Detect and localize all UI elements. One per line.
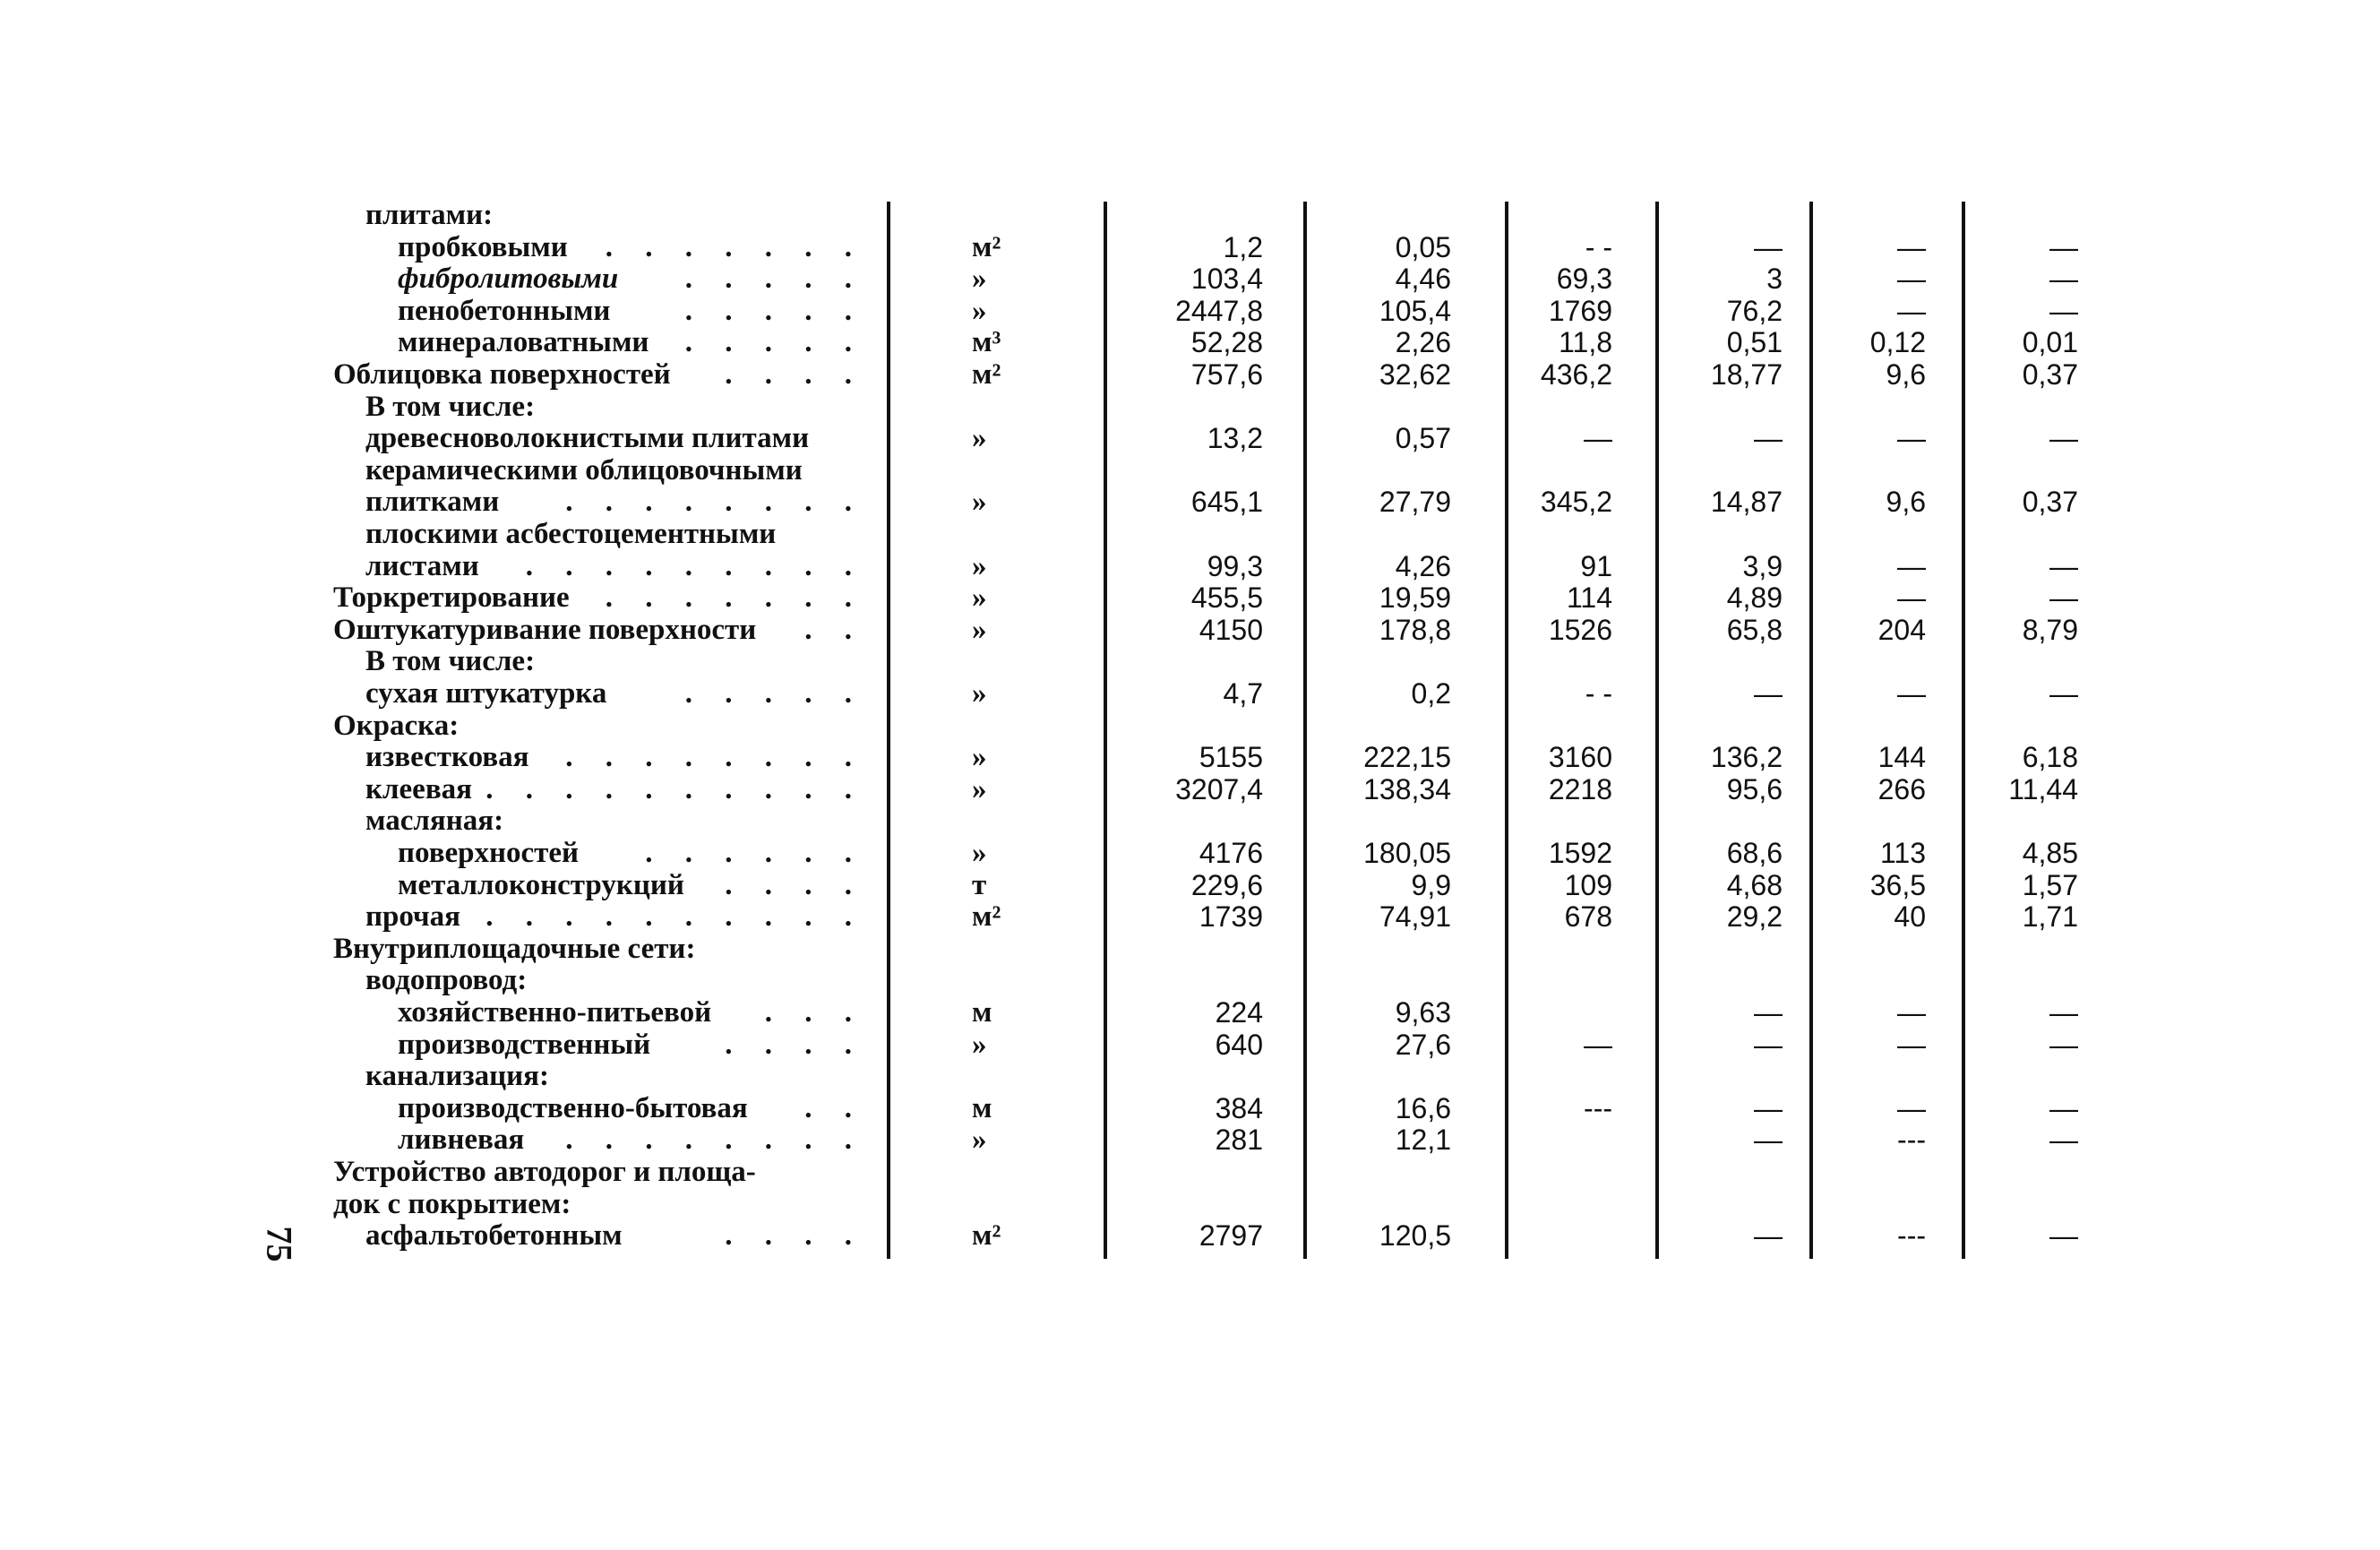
table-row xyxy=(0,741,2380,773)
row-label: прочая xyxy=(365,900,460,934)
row-label: плитами: xyxy=(365,199,494,231)
row-label: хозяйственно-питьевой xyxy=(398,996,712,1029)
value-cell-col-5: 9,6 xyxy=(1886,486,1926,519)
value-cell-col-2: 138,34 xyxy=(1363,772,1451,805)
unit-cell: м² xyxy=(972,358,1001,391)
value-cell-col-1: 99,3 xyxy=(1207,549,1263,582)
value-cell-col-6: 11,44 xyxy=(2008,772,2078,805)
leader-dots: . . . . . xyxy=(684,677,864,710)
leader-dots: . . . . . xyxy=(684,263,864,296)
value-cell-col-4: — xyxy=(1754,1124,1783,1157)
unit-cell: » xyxy=(972,581,987,615)
value-cell-col-3: 91 xyxy=(1580,549,1612,582)
value-cell-col-4: — xyxy=(1754,1028,1783,1061)
value-cell-col-4: 18,77 xyxy=(1710,358,1783,391)
value-cell-col-1: 455,5 xyxy=(1190,581,1263,615)
unit-cell: » xyxy=(972,263,987,296)
table-row xyxy=(0,422,2380,454)
table-row xyxy=(0,454,2380,487)
value-cell-col-6: 4,85 xyxy=(2022,837,2078,869)
value-cell-col-2: 180,05 xyxy=(1363,837,1451,869)
value-cell-col-6: 8,79 xyxy=(2022,613,2078,646)
leader-dots: . . . . . . . . xyxy=(565,486,864,519)
value-cell-col-6: 0,37 xyxy=(2022,486,2078,519)
value-cell-col-1: 281 xyxy=(1215,1124,1263,1157)
unit-cell: м xyxy=(972,1091,992,1124)
value-cell-col-2: 4,26 xyxy=(1395,549,1451,582)
leader-dots: . . . . . . . . . xyxy=(525,549,864,582)
leader-dots: . . . xyxy=(764,996,864,1029)
value-cell-col-1: 757,6 xyxy=(1190,358,1263,391)
value-cell-col-3: 109 xyxy=(1564,868,1612,901)
value-cell-col-2: 120,5 xyxy=(1379,1219,1451,1253)
value-cell-col-5: 0,12 xyxy=(1869,326,1926,359)
value-cell-col-4: 4,68 xyxy=(1726,868,1783,901)
row-label: Облицовка поверхностей xyxy=(333,358,671,391)
value-cell-col-5: — xyxy=(1897,294,1926,327)
row-label: канализация: xyxy=(365,1060,549,1093)
leader-dots: . . . . . xyxy=(684,294,864,327)
value-cell-col-3: 345,2 xyxy=(1540,486,1612,519)
row-label: асфальтобетонным xyxy=(365,1219,623,1253)
leader-dots: . . xyxy=(804,613,864,646)
value-cell-col-1: 224 xyxy=(1215,996,1263,1029)
value-cell-col-2: 0,57 xyxy=(1395,422,1451,455)
value-cell-col-2: 74,91 xyxy=(1379,900,1451,934)
table-row xyxy=(0,358,2380,391)
value-cell-col-4: 3 xyxy=(1766,263,1783,296)
table-row xyxy=(0,199,2380,231)
unit-cell: » xyxy=(972,677,987,710)
table-row xyxy=(0,295,2380,327)
row-label: сухая штукатурка xyxy=(365,677,607,710)
value-cell-col-5: 40 xyxy=(1894,900,1926,934)
row-label: производственно-бытовая xyxy=(398,1091,748,1124)
unit-cell: » xyxy=(972,772,987,805)
value-cell-col-4: 0,51 xyxy=(1726,326,1783,359)
value-cell-col-3: - - xyxy=(1585,230,1612,263)
row-label: известковая xyxy=(365,741,529,774)
value-cell-col-5: — xyxy=(1897,263,1926,296)
value-cell-col-1: 640 xyxy=(1215,1028,1263,1061)
value-cell-col-1: 103,4 xyxy=(1190,263,1263,296)
row-label: листами xyxy=(365,549,479,582)
value-cell-col-6: 1,57 xyxy=(2022,868,2078,901)
value-cell-col-6: — xyxy=(2049,677,2078,710)
leader-dots: . . . . . . . . xyxy=(565,1124,864,1157)
row-label: В том числе: xyxy=(365,645,536,678)
value-cell-col-5: — xyxy=(1897,549,1926,582)
value-cell-col-6: 6,18 xyxy=(2022,741,2078,774)
value-cell-col-3: 2218 xyxy=(1548,772,1612,805)
value-cell-col-4: — xyxy=(1754,1091,1783,1124)
value-cell-col-2: 4,46 xyxy=(1395,263,1451,296)
value-cell-col-5: 266 xyxy=(1877,772,1926,805)
table-row xyxy=(0,263,2380,295)
unit-cell: » xyxy=(972,422,987,455)
value-cell-col-5: — xyxy=(1897,1091,1926,1124)
row-label: металлоконструкций xyxy=(398,868,684,901)
table-row xyxy=(0,837,2380,869)
value-cell-col-4: 136,2 xyxy=(1710,741,1783,774)
table-row xyxy=(0,900,2380,933)
row-label: водопровод: xyxy=(365,964,528,997)
value-cell-col-2: 2,26 xyxy=(1395,326,1451,359)
value-cell-col-6: — xyxy=(2049,294,2078,327)
row-label: Внутриплощадочные сети: xyxy=(333,932,696,965)
row-label: плоскими асбестоцементными xyxy=(365,518,777,550)
value-cell-col-6: — xyxy=(2049,422,2078,455)
row-label: пенобетонными xyxy=(398,294,611,327)
unit-cell: » xyxy=(972,837,987,869)
leader-dots: . . . . . . . . . . xyxy=(485,900,864,934)
value-cell-col-4: 29,2 xyxy=(1726,900,1783,934)
value-cell-col-1: 384 xyxy=(1215,1091,1263,1124)
value-cell-col-3: 3160 xyxy=(1548,741,1612,774)
leader-dots: . . . . xyxy=(725,1219,864,1253)
value-cell-col-2: 32,62 xyxy=(1379,358,1451,391)
value-cell-col-2: 12,1 xyxy=(1395,1124,1451,1157)
value-cell-col-2: 178,8 xyxy=(1379,613,1451,646)
table-row xyxy=(0,1156,2380,1188)
table-row xyxy=(0,581,2380,614)
value-cell-col-5: — xyxy=(1897,1028,1926,1061)
leader-dots: . . . . . . . xyxy=(605,230,864,263)
row-label: древесноволокнистыми плитами xyxy=(365,422,810,455)
unit-cell: м² xyxy=(972,230,1001,263)
value-cell-col-3: 11,8 xyxy=(1559,326,1612,359)
value-cell-col-5: — xyxy=(1897,996,1926,1029)
value-cell-col-6: — xyxy=(2049,1124,2078,1157)
value-cell-col-6: — xyxy=(2049,1028,2078,1061)
table-row xyxy=(0,869,2380,901)
leader-dots: . . . . . . . xyxy=(605,581,864,615)
value-cell-col-4: — xyxy=(1754,1219,1783,1253)
value-cell-col-4: 68,6 xyxy=(1726,837,1783,869)
value-cell-col-5: --- xyxy=(1897,1124,1926,1157)
value-cell-col-2: 9,9 xyxy=(1411,868,1451,901)
table-row xyxy=(0,550,2380,582)
value-cell-col-3: 1526 xyxy=(1548,613,1612,646)
table-row xyxy=(0,518,2380,550)
unit-cell: » xyxy=(972,486,987,519)
row-label: клеевая xyxy=(365,772,472,805)
value-cell-col-3: 69,3 xyxy=(1556,263,1612,296)
row-label: Торкретирование xyxy=(333,581,570,615)
row-label: ливневая xyxy=(398,1124,525,1157)
value-cell-col-1: 4,7 xyxy=(1223,677,1263,710)
value-cell-col-2: 27,79 xyxy=(1379,486,1451,519)
value-cell-col-5: 113 xyxy=(1879,837,1926,869)
value-cell-col-6: — xyxy=(2049,263,2078,296)
table-row xyxy=(0,1029,2380,1061)
page-number: 75 xyxy=(259,1226,300,1262)
row-label: пробковыми xyxy=(398,230,568,263)
value-cell-col-2: 0,05 xyxy=(1395,230,1451,263)
value-cell-col-1: 3207,4 xyxy=(1175,772,1263,805)
value-cell-col-4: — xyxy=(1754,230,1783,263)
row-label: Устройство автодорог и площа- xyxy=(333,1156,756,1188)
leader-dots: . . . . . . . . xyxy=(565,741,864,774)
table-row xyxy=(0,645,2380,677)
value-cell-col-4: 14,87 xyxy=(1710,486,1783,519)
value-cell-col-5: — xyxy=(1897,581,1926,615)
unit-cell: т xyxy=(972,868,987,901)
value-cell-col-6: — xyxy=(2049,230,2078,263)
value-cell-col-3: --- xyxy=(1584,1091,1612,1124)
value-cell-col-3: 114 xyxy=(1566,581,1612,615)
value-cell-col-6: — xyxy=(2049,581,2078,615)
value-cell-col-4: 4,89 xyxy=(1726,581,1783,615)
row-label: керамическими облицовочными xyxy=(365,453,803,487)
table-row xyxy=(0,677,2380,710)
value-cell-col-2: 27,6 xyxy=(1395,1028,1451,1061)
unit-cell: » xyxy=(972,549,987,582)
row-label: плитками xyxy=(365,486,500,519)
value-cell-col-6: — xyxy=(2049,996,2078,1029)
row-label: производственный xyxy=(398,1028,651,1061)
unit-cell: м² xyxy=(972,1219,1001,1253)
value-cell-col-3: 678 xyxy=(1564,900,1612,934)
value-cell-col-1: 4176 xyxy=(1199,837,1263,869)
leader-dots: . . . . xyxy=(725,358,864,391)
table-row xyxy=(0,231,2380,263)
value-cell-col-2: 222,15 xyxy=(1363,741,1451,774)
table-row xyxy=(0,710,2380,742)
value-cell-col-3: 436,2 xyxy=(1540,358,1612,391)
value-cell-col-6: — xyxy=(2049,549,2078,582)
unit-cell: » xyxy=(972,1028,987,1061)
value-cell-col-3: — xyxy=(1584,422,1612,455)
unit-cell: » xyxy=(972,741,987,774)
value-cell-col-5: --- xyxy=(1897,1219,1926,1253)
table-row xyxy=(0,964,2380,996)
value-cell-col-5: 9,6 xyxy=(1886,358,1926,391)
value-cell-col-2: 16,6 xyxy=(1395,1091,1451,1124)
value-cell-col-6: — xyxy=(2049,1091,2078,1124)
value-cell-col-5: 204 xyxy=(1877,613,1926,646)
leader-dots: . . xyxy=(804,1091,864,1124)
table-row xyxy=(0,486,2380,518)
value-cell-col-4: 95,6 xyxy=(1726,772,1783,805)
value-cell-col-1: 4150 xyxy=(1199,613,1263,646)
row-label: масляная: xyxy=(365,805,504,838)
leader-dots: . . . . . . . . . . xyxy=(485,772,864,805)
row-label: В том числе: xyxy=(365,390,536,423)
value-cell-col-5: — xyxy=(1897,677,1926,710)
table-row xyxy=(0,326,2380,358)
table-row xyxy=(0,773,2380,805)
unit-cell: » xyxy=(972,613,987,646)
row-label: поверхностей xyxy=(398,837,580,869)
value-cell-col-4: 3,9 xyxy=(1742,549,1783,582)
value-cell-col-6: 0,37 xyxy=(2022,358,2078,391)
table-row xyxy=(0,933,2380,965)
table-row xyxy=(0,805,2380,837)
value-cell-col-5: 144 xyxy=(1877,741,1926,774)
value-cell-col-1: 1,2 xyxy=(1223,230,1263,263)
value-cell-col-4: 76,2 xyxy=(1726,294,1783,327)
row-label: Оштукатуривание поверхности xyxy=(333,613,757,646)
value-cell-col-4: — xyxy=(1754,996,1783,1029)
row-label: док с покрытием: xyxy=(333,1187,571,1220)
value-cell-col-1: 52,28 xyxy=(1190,326,1263,359)
value-cell-col-4: — xyxy=(1754,677,1783,710)
value-cell-col-2: 9,63 xyxy=(1395,996,1451,1029)
table-row xyxy=(0,1092,2380,1124)
row-label: Окраска: xyxy=(333,709,460,742)
unit-cell: м³ xyxy=(972,326,1001,359)
value-cell-col-4: — xyxy=(1754,422,1783,455)
value-cell-col-2: 19,59 xyxy=(1379,581,1451,615)
value-cell-col-5: — xyxy=(1897,230,1926,263)
value-cell-col-3: 1592 xyxy=(1548,837,1612,869)
table-row xyxy=(0,1060,2380,1092)
table-row xyxy=(0,614,2380,646)
row-label: фибролитовыми xyxy=(398,263,619,296)
value-cell-col-6: 0,01 xyxy=(2022,326,2078,359)
unit-cell: » xyxy=(972,294,987,327)
table-row xyxy=(0,1219,2380,1252)
value-cell-col-1: 2447,8 xyxy=(1175,294,1263,327)
value-cell-col-5: 36,5 xyxy=(1869,868,1926,901)
value-cell-col-1: 1739 xyxy=(1199,900,1263,934)
unit-cell: » xyxy=(972,1124,987,1157)
value-cell-col-1: 13,2 xyxy=(1207,422,1263,455)
value-cell-col-1: 2797 xyxy=(1199,1219,1263,1253)
value-cell-col-2: 105,4 xyxy=(1379,294,1451,327)
value-cell-col-2: 0,2 xyxy=(1411,677,1451,710)
leader-dots: . . . . xyxy=(725,1028,864,1061)
table-row xyxy=(0,1188,2380,1220)
leader-dots: . . . . . xyxy=(684,326,864,359)
value-cell-col-6: 1,71 xyxy=(2022,900,2078,934)
value-cell-col-3: - - xyxy=(1585,677,1612,710)
table-row xyxy=(0,1124,2380,1156)
value-cell-col-1: 229,6 xyxy=(1190,868,1263,901)
unit-cell: м xyxy=(972,996,992,1029)
value-cell-col-3: — xyxy=(1584,1028,1612,1061)
unit-cell: м² xyxy=(972,900,1001,934)
value-cell-col-1: 5155 xyxy=(1199,741,1263,774)
value-cell-col-1: 645,1 xyxy=(1190,486,1263,519)
row-label: минераловатными xyxy=(398,326,649,359)
table-row xyxy=(0,391,2380,423)
leader-dots: . . . . . . xyxy=(645,837,864,869)
value-cell-col-5: — xyxy=(1897,422,1926,455)
value-cell-col-3: 1769 xyxy=(1548,294,1612,327)
value-cell-col-6: — xyxy=(2049,1219,2078,1253)
leader-dots: . . . . xyxy=(725,868,864,901)
value-cell-col-4: 65,8 xyxy=(1726,613,1783,646)
table-row xyxy=(0,996,2380,1029)
